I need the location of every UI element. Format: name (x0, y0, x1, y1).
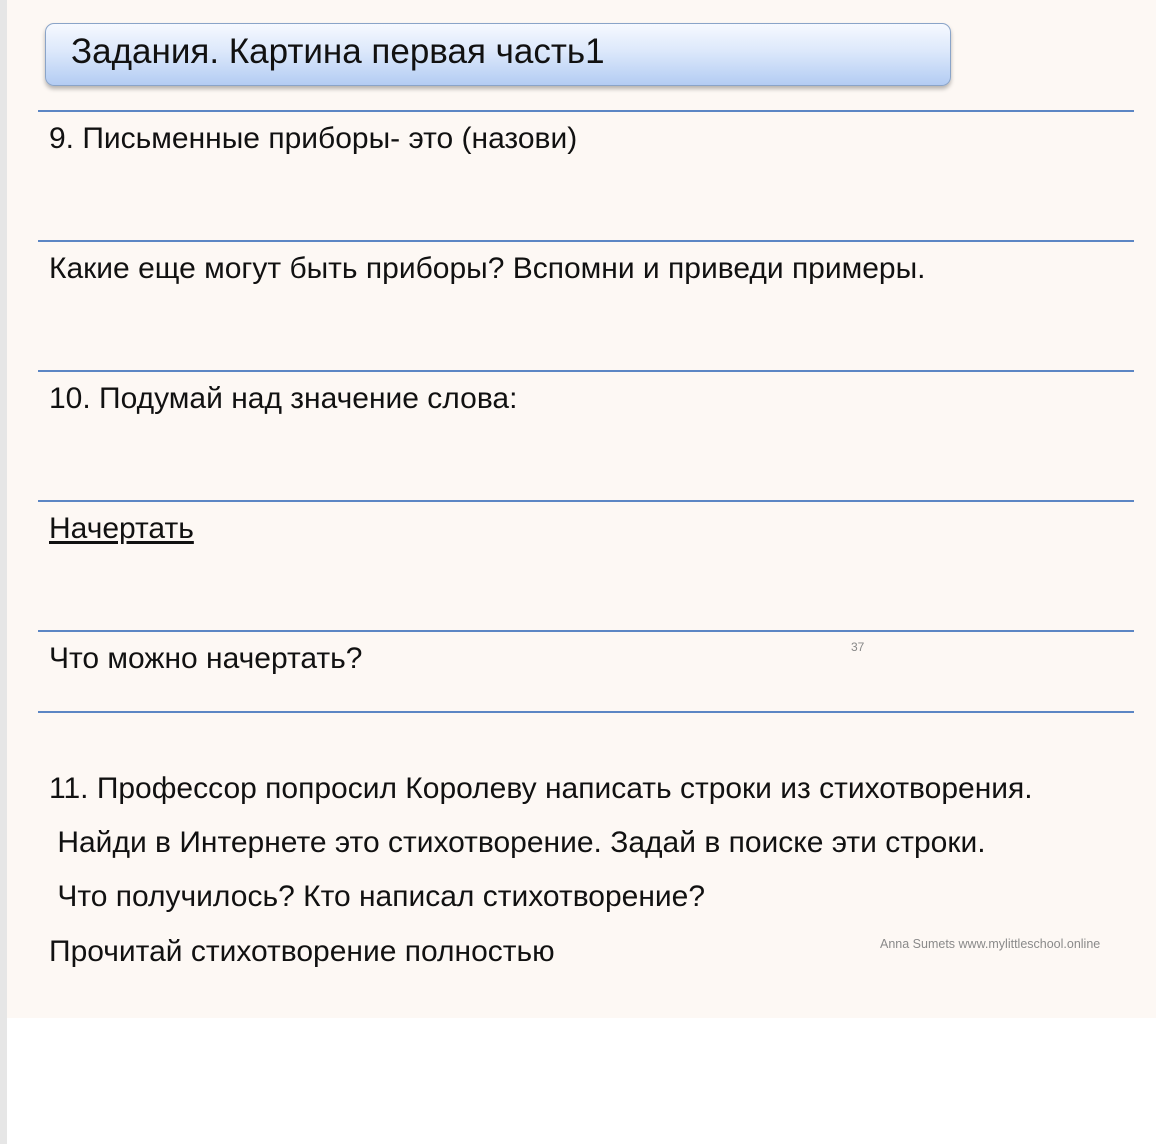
page-number: 37 (851, 640, 865, 654)
divider-line (38, 711, 1134, 713)
title-banner (45, 23, 951, 86)
divider-line (38, 500, 1134, 502)
task-10-prompt: 10. Подумай над значение слова: (49, 382, 518, 415)
task-9-prompt: 9. Письменные приборы- это (назови) (49, 122, 578, 155)
divider-line (38, 240, 1134, 242)
divider-line (38, 110, 1134, 112)
task-10-word: Начертать (49, 512, 194, 545)
task-9-followup: Какие еще могут быть приборы? Вспомни и приведи примеры. (49, 252, 926, 285)
left-margin-strip (0, 0, 7, 1144)
task-11-line-4: Прочитай стихотворение полностью (49, 935, 555, 968)
divider-line (38, 630, 1134, 632)
task-10-followup: Что можно начертать? (49, 642, 363, 675)
divider-line (38, 370, 1134, 372)
task-11-line-1: 11. Профессор попросил Королеву написать строки из стихотворения. (49, 772, 1033, 805)
page-title: Задания. Картина первая часть1 (71, 32, 605, 71)
author-credit: Anna Sumets www.mylittleschool.online (880, 937, 1101, 951)
task-11-line-3: Что получилось? Кто написал стихотворение? (49, 880, 706, 913)
task-11-line-2: Найди в Интернете это стихотворение. Задай в поиске эти строки. (49, 826, 986, 859)
